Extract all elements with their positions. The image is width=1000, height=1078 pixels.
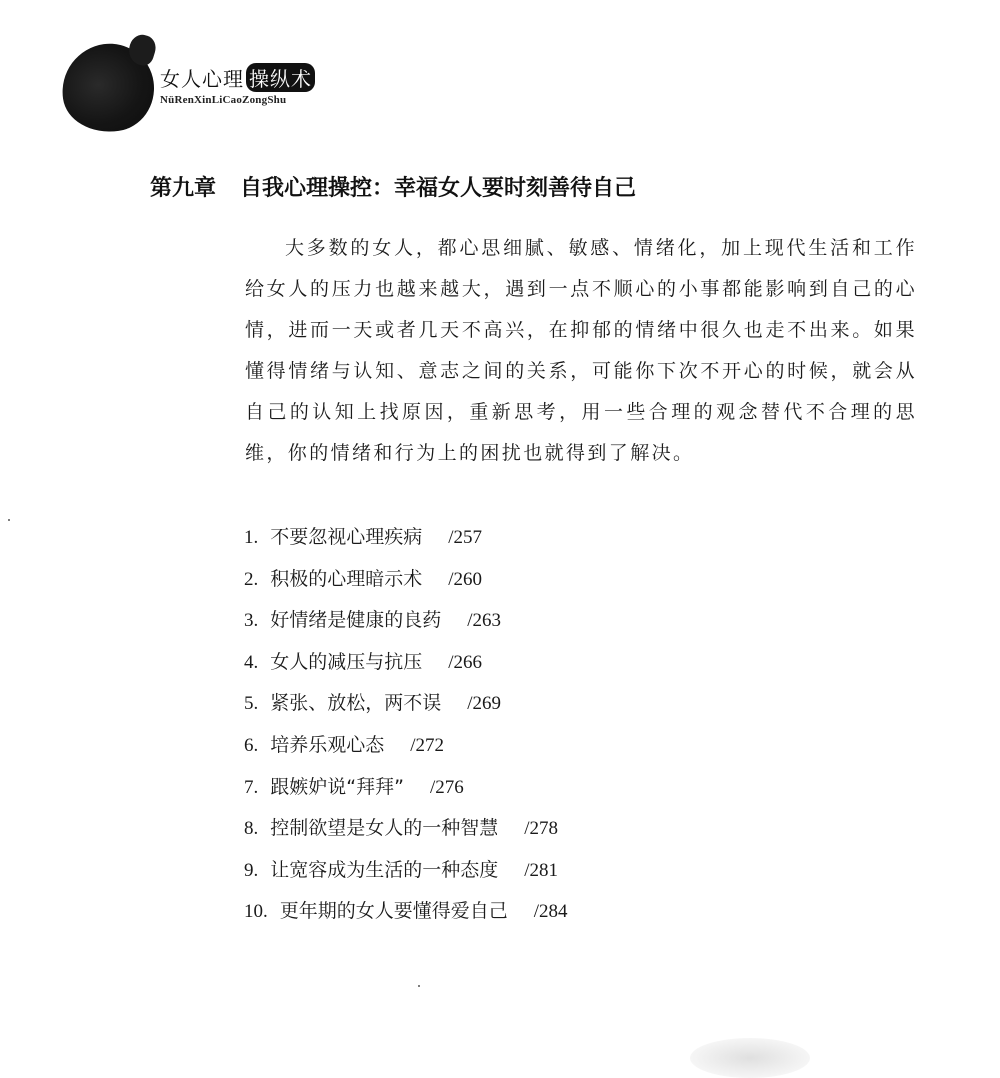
toc-item: [244, 767, 568, 809]
toc-item-title: 让宽容成为生活的一种态度: [270, 858, 499, 881]
book-title-highlight: 操纵术: [246, 63, 315, 92]
toc-item-number: 3.: [244, 610, 259, 632]
toc-item-title: 好情绪是健康的良药: [270, 609, 442, 632]
book-title-pinyin: NüRenXinLiCaoZongShu: [160, 94, 287, 106]
toc-item-number: 6.: [244, 734, 259, 756]
toc-item: [244, 725, 568, 767]
toc-item-page: /272: [410, 734, 445, 756]
book-title-plain: 女人心理: [160, 67, 244, 91]
toc-item-number: 7.: [244, 776, 259, 798]
toc-item-page: /269: [467, 693, 502, 715]
toc-item: [244, 517, 568, 559]
toc-item: [244, 850, 568, 892]
toc-item-page: /266: [448, 651, 483, 673]
toc-item: [244, 600, 568, 642]
toc-item-title: 培养乐观心态: [270, 733, 385, 756]
toc-item-page: /276: [429, 776, 464, 798]
toc-item-title: 女人的减压与抗压: [270, 650, 423, 673]
toc-item-page: /281: [524, 859, 559, 881]
toc-item-number: 9.: [244, 859, 259, 881]
toc-item: [244, 642, 568, 684]
chapter-intro: 大多数的女人，都心思细腻、敏感、情绪化，加上现代生活和工作给女人的压力也越来越大，遇到一点不顺心的小事都能影响到自己的心情，进而一天或者几天不高兴，在抑郁的情绪中很久也走不出来。如果懂得情绪与认知、意志之间的关系，可能你下次不开心的时候，就会从自己的认知上找原因，重新思考，用一些合理的观念替代不合理的思维，你的情绪和行为上的困扰也就得到了解决。: [245, 237, 917, 464]
toc-item-page: /284: [533, 901, 568, 923]
toc-item-number: 4.: [244, 651, 259, 673]
chapter-number: 第九章: [150, 176, 217, 201]
chapter-heading: [150, 171, 636, 202]
toc-item-number: 2.: [244, 568, 259, 590]
toc-item-title: 控制欲望是女人的一种智慧: [270, 817, 499, 840]
scan-speck: [418, 985, 420, 987]
ink-blot-logo-icon: [56, 38, 159, 138]
toc-item: [244, 683, 568, 725]
toc-item-page: /260: [448, 568, 483, 590]
book-title: [160, 63, 315, 92]
toc-item: [244, 808, 568, 850]
toc-item-title: 不要忽视心理疾病: [270, 526, 423, 548]
toc-item-page: /278: [524, 818, 559, 840]
toc-item-number: 8.: [244, 818, 259, 840]
toc-item-title: 积极的心理暗示术: [270, 567, 423, 590]
chapter-title: 自我心理操控：幸福女人要时刻善待自己: [240, 176, 637, 201]
toc-item-title: 跟嫉妒说“拜拜”: [270, 775, 404, 798]
scan-speck: [8, 519, 10, 521]
toc-item-title: 紧张、放松，两不误: [270, 692, 442, 715]
toc-item: [244, 891, 568, 933]
toc-item-title: 更年期的女人要懂得爱自己: [279, 900, 508, 923]
scan-smudge: [690, 1038, 810, 1078]
toc-item-number: 5.: [244, 693, 259, 715]
toc-item-number: 1.: [244, 527, 259, 548]
toc-item-page: /263: [467, 610, 502, 632]
toc-item-page: /257: [448, 527, 483, 548]
toc-item-number: 10.: [244, 901, 268, 923]
table-of-contents: [244, 517, 568, 933]
toc-item: [244, 559, 568, 601]
